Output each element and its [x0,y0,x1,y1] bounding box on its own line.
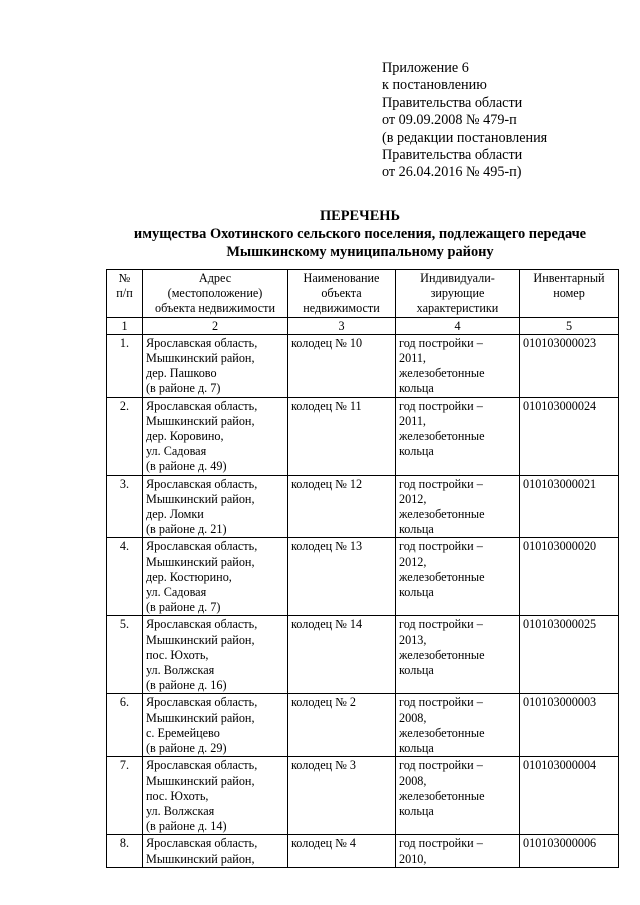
characteristic-line: железобетонные [399,788,485,803]
address-line: (в районе д. 14) [146,819,227,834]
table-row [107,334,619,397]
object-name-cell: колодец № 4 [288,835,396,867]
address-line: Мышкинский район, [146,491,255,506]
table-row [107,475,619,538]
row-number-cell: 8. [107,835,143,867]
appendix-line: от 09.09.2008 № 479-п [382,112,517,129]
characteristic-line: железобетонные [399,366,485,381]
characteristic-line: 2013, [399,632,427,647]
characteristic-line: кольца [399,803,434,818]
address-line: (в районе д. 29) [146,741,227,756]
address-line: пос. Юхоть, [146,788,209,803]
table-row [107,616,619,694]
characteristic-line: 2008, [399,710,427,725]
row-number-cell: 6. [107,694,143,757]
address-line: Ярославская область, [146,335,258,350]
address-cell [143,694,288,757]
characteristic-line: кольца [399,741,434,756]
characteristic-line: год постройки – [399,617,483,632]
appendix-line: к постановлению [382,77,487,94]
address-cell [143,397,288,475]
address-line: (в районе д. 7) [146,600,221,615]
address-line: ул. Садовая [146,585,207,600]
address-line: ул. Волжская [146,803,215,818]
characteristic-line: 2010, [399,851,427,866]
address-line: (в районе д. 21) [146,522,227,537]
characteristic-line: кольца [399,522,434,537]
row-number-cell: 5. [107,616,143,694]
characteristic-line: год постройки – [399,398,483,413]
appendix-line: Правительства области [382,147,523,164]
characteristic-line: кольца [399,585,434,600]
row-number-cell: 4. [107,538,143,616]
address-line: дер. Костюрино, [146,569,232,584]
characteristics-cell [396,757,520,835]
address-line: Ярославская область, [146,758,258,773]
address-line: Мышкинский район, [146,554,255,569]
table-body [107,334,619,867]
characteristic-line: 2008, [399,773,427,788]
table-row [107,538,619,616]
address-line: Ярославская область, [146,398,258,413]
address-line: Ярославская область, [146,476,258,491]
address-line: (в районе д. 16) [146,678,227,693]
table-header-row [107,270,619,318]
column-number: 5 [520,317,619,334]
characteristics-cell [396,538,520,616]
address-cell [143,757,288,835]
characteristic-line: год постройки – [399,335,483,350]
characteristic-line: год постройки – [399,539,483,554]
row-number-cell: 2. [107,397,143,475]
document-subtitle-line-1: имущества Охотинского сельского поселения, подлежащего передаче [133,226,587,242]
characteristic-line: кольца [399,381,434,396]
table-row [107,835,619,867]
inventory-number-cell: 010103000021 [520,475,619,538]
table-row [107,757,619,835]
property-table [106,269,619,868]
address-line: Ярославская область, [146,695,258,710]
characteristics-cell [396,694,520,757]
inventory-number-cell: 010103000024 [520,397,619,475]
characteristic-line: год постройки – [399,476,483,491]
characteristic-line: 2011, [399,351,426,366]
header-inventory: Инвентарный номер [520,270,619,318]
address-cell [143,475,288,538]
address-line: Мышкинский район, [146,351,255,366]
appendix-block [382,60,547,182]
address-line: Мышкинский район, [146,413,255,428]
inventory-number-cell: 010103000003 [520,694,619,757]
header-name: Наименование объекта недвижимости [288,270,396,318]
characteristics-cell [396,334,520,397]
address-cell [143,616,288,694]
address-line: ул. Волжская [146,663,215,678]
characteristics-cell [396,616,520,694]
characteristics-cell [396,475,520,538]
address-line: Мышкинский район, [146,773,255,788]
document-subtitle-line-2: Мышкинскому муниципальному району [226,244,494,260]
object-name-cell: колодец № 10 [288,334,396,397]
column-number: 2 [143,317,288,334]
appendix-line: (в редакции постановления [382,129,548,146]
characteristic-line: железобетонные [399,429,485,444]
address-line: дер. Ломки [146,507,204,522]
row-number-cell: 1. [107,334,143,397]
header-number: № п/п [107,270,143,318]
characteristic-line: кольца [399,444,434,459]
object-name-cell: колодец № 14 [288,616,396,694]
characteristic-line: 2011, [399,413,426,428]
header-address: Адрес (местоположение) объекта недвижимости [143,270,288,318]
address-line: Ярославская область, [146,539,258,554]
address-line: дер. Пашково [146,366,217,381]
address-line: дер. Коровино, [146,429,224,444]
object-name-cell: колодец № 12 [288,475,396,538]
characteristic-line: железобетонные [399,507,485,522]
address-line: ул. Садовая [146,444,207,459]
characteristics-cell [396,397,520,475]
address-line: Ярославская область, [146,836,258,851]
address-cell [143,334,288,397]
address-line: Мышкинский район, [146,851,255,866]
column-number: 4 [396,317,520,334]
characteristic-line: год постройки – [399,695,483,710]
address-cell [143,835,288,867]
object-name-cell: колодец № 13 [288,538,396,616]
characteristic-line: кольца [399,663,434,678]
inventory-number-cell: 010103000004 [520,757,619,835]
table-row [107,397,619,475]
characteristics-cell [396,835,520,867]
characteristic-line: 2012, [399,554,427,569]
row-number-cell: 7. [107,757,143,835]
header-characteristics: Индивидуали- зирующие характеристики [396,270,520,318]
object-name-cell: колодец № 11 [288,397,396,475]
inventory-number-cell: 010103000020 [520,538,619,616]
characteristic-line: железобетонные [399,569,485,584]
column-number: 1 [107,317,143,334]
inventory-number-cell: 010103000023 [520,334,619,397]
address-line: Мышкинский район, [146,710,255,725]
address-cell [143,538,288,616]
column-number: 3 [288,317,396,334]
row-number-cell: 3. [107,475,143,538]
address-line: пос. Юхоть, [146,647,209,662]
address-line: Ярославская область, [146,617,258,632]
document-title: ПЕРЕЧЕНЬ [319,208,401,224]
address-line: (в районе д. 49) [146,459,227,474]
table-column-number-row [107,317,619,334]
characteristic-line: 2012, [399,491,427,506]
table-row [107,694,619,757]
inventory-number-cell: 010103000025 [520,616,619,694]
address-line: Мышкинский район, [146,632,255,647]
address-line: (в районе д. 7) [146,381,221,396]
appendix-line: Приложение 6 [382,60,469,76]
object-name-cell: колодец № 2 [288,694,396,757]
characteristic-line: железобетонные [399,647,485,662]
object-name-cell: колодец № 3 [288,757,396,835]
address-line: с. Еремейцево [146,725,220,740]
inventory-number-cell: 010103000006 [520,835,619,867]
appendix-line: от 26.04.2016 № 495-п) [382,164,522,181]
characteristic-line: год постройки – [399,758,483,773]
characteristic-line: железобетонные [399,725,485,740]
appendix-line: Правительства области [382,94,523,111]
characteristic-line: год постройки – [399,836,483,851]
